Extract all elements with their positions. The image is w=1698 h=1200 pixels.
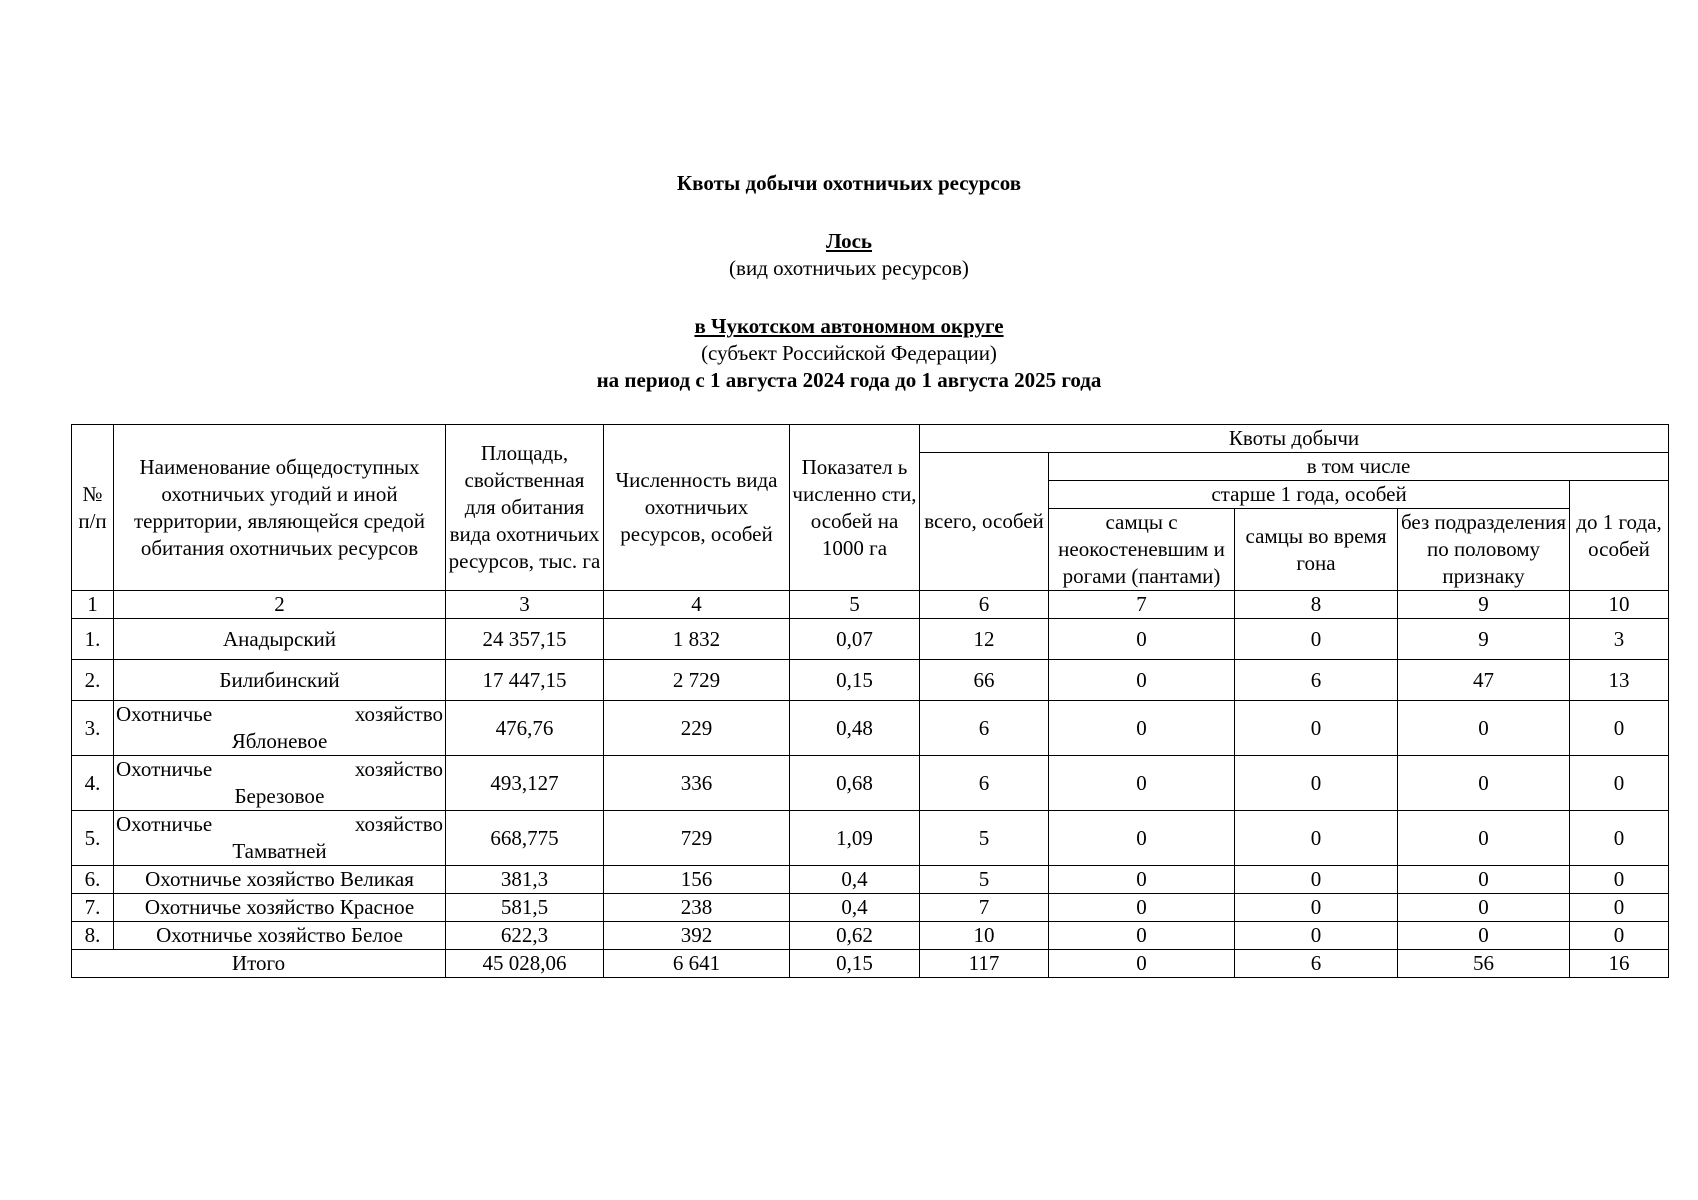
column-number: 4 <box>604 591 790 619</box>
males-antlers-value: 0 <box>1049 950 1235 978</box>
row-number: 1. <box>72 619 114 660</box>
males-rut-value: 0 <box>1235 701 1398 756</box>
no-sex-value: 0 <box>1398 922 1570 950</box>
no-sex-value: 9 <box>1398 619 1570 660</box>
total-quota-value: 5 <box>920 811 1049 866</box>
row-number: 2. <box>72 660 114 701</box>
species-name: Лось <box>825 229 873 253</box>
territory-name: Анадырский <box>114 619 446 660</box>
territory-name-word: Березовое <box>234 784 325 808</box>
density-value: 0,48 <box>790 701 920 756</box>
territory-name: Охотничье хозяйство Красное <box>114 894 446 922</box>
territory-name-word: Охотничье <box>116 702 213 726</box>
row-number: 4. <box>72 756 114 811</box>
territory-name: Охотничье хозяйство Великая <box>114 866 446 894</box>
document-title: Квоты добычи охотничьих ресурсов <box>676 171 1022 195</box>
population-value: 729 <box>604 811 790 866</box>
header-row-1 <box>72 425 1669 453</box>
population-value: 238 <box>604 894 790 922</box>
density-value: 0,07 <box>790 619 920 660</box>
population-value: 6 641 <box>604 950 790 978</box>
territory-name-word: хозяйство <box>354 757 443 781</box>
population-value: 336 <box>604 756 790 811</box>
header-quotas: Квоты добычи <box>920 425 1669 453</box>
males-antlers-value: 0 <box>1049 619 1235 660</box>
header-males-rut: самцы во время гона <box>1235 509 1398 591</box>
territory-name-word: Охотничье <box>116 757 213 781</box>
males-rut-value: 0 <box>1235 922 1398 950</box>
table-row <box>72 811 1669 866</box>
column-number: 6 <box>920 591 1049 619</box>
territory-name <box>114 756 446 811</box>
table-row <box>72 922 1669 950</box>
territory-name-word: Яблоневое <box>231 729 328 753</box>
total-quota-value: 5 <box>920 866 1049 894</box>
territory-name <box>114 811 446 866</box>
header-no: № п/п <box>72 425 114 591</box>
population-value: 2 729 <box>604 660 790 701</box>
column-number: 2 <box>114 591 446 619</box>
column-number: 1 <box>72 591 114 619</box>
total-row <box>72 950 1669 978</box>
territory-name-word: хозяйство <box>354 702 443 726</box>
density-value: 0,4 <box>790 866 920 894</box>
column-number: 9 <box>1398 591 1570 619</box>
no-sex-value: 0 <box>1398 894 1570 922</box>
header-under1: до 1 года, особей <box>1570 481 1669 591</box>
area-value: 581,5 <box>446 894 604 922</box>
region-name: в Чукотском автономном округе <box>694 314 1004 338</box>
area-value: 45 028,06 <box>446 950 604 978</box>
period-line: на период с 1 августа 2024 года до 1 августа 2025 года <box>596 368 1102 392</box>
territory-name-word: хозяйство <box>354 812 443 836</box>
table-row <box>72 894 1669 922</box>
population-value: 156 <box>604 866 790 894</box>
row-number: 7. <box>72 894 114 922</box>
column-number: 7 <box>1049 591 1235 619</box>
males-antlers-value: 0 <box>1049 701 1235 756</box>
males-rut-value: 0 <box>1235 894 1398 922</box>
total-quota-value: 117 <box>920 950 1049 978</box>
total-quota-value: 12 <box>920 619 1049 660</box>
table-row <box>72 756 1669 811</box>
header-population: Численность вида охотничьих ресурсов, особей <box>604 425 790 591</box>
males-rut-value: 6 <box>1235 950 1398 978</box>
area-value: 476,76 <box>446 701 604 756</box>
total-quota-value: 7 <box>920 894 1049 922</box>
males-rut-value: 6 <box>1235 660 1398 701</box>
no-sex-value: 56 <box>1398 950 1570 978</box>
total-quota-value: 66 <box>920 660 1049 701</box>
males-rut-value: 0 <box>1235 619 1398 660</box>
column-number: 3 <box>446 591 604 619</box>
area-value: 622,3 <box>446 922 604 950</box>
table-row <box>72 701 1669 756</box>
quota-table <box>71 424 1669 978</box>
header-area: Площадь, свойственная для обитания вида охотничьих ресурсов, тыс. га <box>446 425 604 591</box>
under1-value: 13 <box>1570 660 1669 701</box>
population-value: 1 832 <box>604 619 790 660</box>
region-caption: (субъект Российской Федерации) <box>701 341 997 365</box>
column-number-row <box>72 591 1669 619</box>
total-quota-value: 6 <box>920 701 1049 756</box>
header-density: Показател ь численно сти, особей на 1000 га <box>790 425 920 591</box>
no-sex-value: 0 <box>1398 756 1570 811</box>
under1-value: 0 <box>1570 894 1669 922</box>
density-value: 0,15 <box>790 950 920 978</box>
no-sex-value: 47 <box>1398 660 1570 701</box>
area-value: 17 447,15 <box>446 660 604 701</box>
header-males-antlers: самцы с неокостеневшим и рогами (пантами) <box>1049 509 1235 591</box>
density-value: 0,15 <box>790 660 920 701</box>
under1-value: 0 <box>1570 811 1669 866</box>
column-number: 8 <box>1235 591 1398 619</box>
density-value: 0,68 <box>790 756 920 811</box>
column-number: 10 <box>1570 591 1669 619</box>
header-including: в том числе <box>1049 453 1669 481</box>
no-sex-value: 0 <box>1398 866 1570 894</box>
table-row <box>72 619 1669 660</box>
density-value: 0,62 <box>790 922 920 950</box>
area-value: 668,775 <box>446 811 604 866</box>
males-antlers-value: 0 <box>1049 660 1235 701</box>
under1-value: 0 <box>1570 756 1669 811</box>
area-value: 381,3 <box>446 866 604 894</box>
row-number: 8. <box>72 922 114 950</box>
males-rut-value: 0 <box>1235 866 1398 894</box>
males-rut-value: 0 <box>1235 756 1398 811</box>
header-older: старше 1 года, особей <box>1049 481 1570 509</box>
males-antlers-value: 0 <box>1049 811 1235 866</box>
density-value: 1,09 <box>790 811 920 866</box>
no-sex-value: 0 <box>1398 701 1570 756</box>
territory-name-word: Тамватней <box>232 839 327 863</box>
territory-name-word: Охотничье <box>116 812 213 836</box>
total-quota-value: 10 <box>920 922 1049 950</box>
column-number: 5 <box>790 591 920 619</box>
territory-name <box>114 701 446 756</box>
header-no-sex: без подразделения по половому признаку <box>1398 509 1570 591</box>
population-value: 229 <box>604 701 790 756</box>
row-number: 3. <box>72 701 114 756</box>
males-antlers-value: 0 <box>1049 866 1235 894</box>
territory-name: Билибинский <box>114 660 446 701</box>
males-antlers-value: 0 <box>1049 922 1235 950</box>
males-antlers-value: 0 <box>1049 894 1235 922</box>
row-number: 6. <box>72 866 114 894</box>
no-sex-value: 0 <box>1398 811 1570 866</box>
area-value: 24 357,15 <box>446 619 604 660</box>
under1-value: 0 <box>1570 866 1669 894</box>
table-row <box>72 660 1669 701</box>
species-caption: (вид охотничьих ресурсов) <box>729 256 969 280</box>
area-value: 493,127 <box>446 756 604 811</box>
total-quota-value: 6 <box>920 756 1049 811</box>
header-total: всего, особей <box>920 453 1049 591</box>
row-number: 5. <box>72 811 114 866</box>
table-row <box>72 866 1669 894</box>
territory-name: Охотничье хозяйство Белое <box>114 922 446 950</box>
under1-value: 0 <box>1570 701 1669 756</box>
under1-value: 3 <box>1570 619 1669 660</box>
header-name: Наименование общедоступных охотничьих угодий и иной территории, являющейся средой обитания охотничьих ресурсов <box>114 425 446 591</box>
under1-value: 0 <box>1570 922 1669 950</box>
total-label: Итого <box>72 950 446 978</box>
under1-value: 16 <box>1570 950 1669 978</box>
males-antlers-value: 0 <box>1049 756 1235 811</box>
population-value: 392 <box>604 922 790 950</box>
males-rut-value: 0 <box>1235 811 1398 866</box>
density-value: 0,4 <box>790 894 920 922</box>
